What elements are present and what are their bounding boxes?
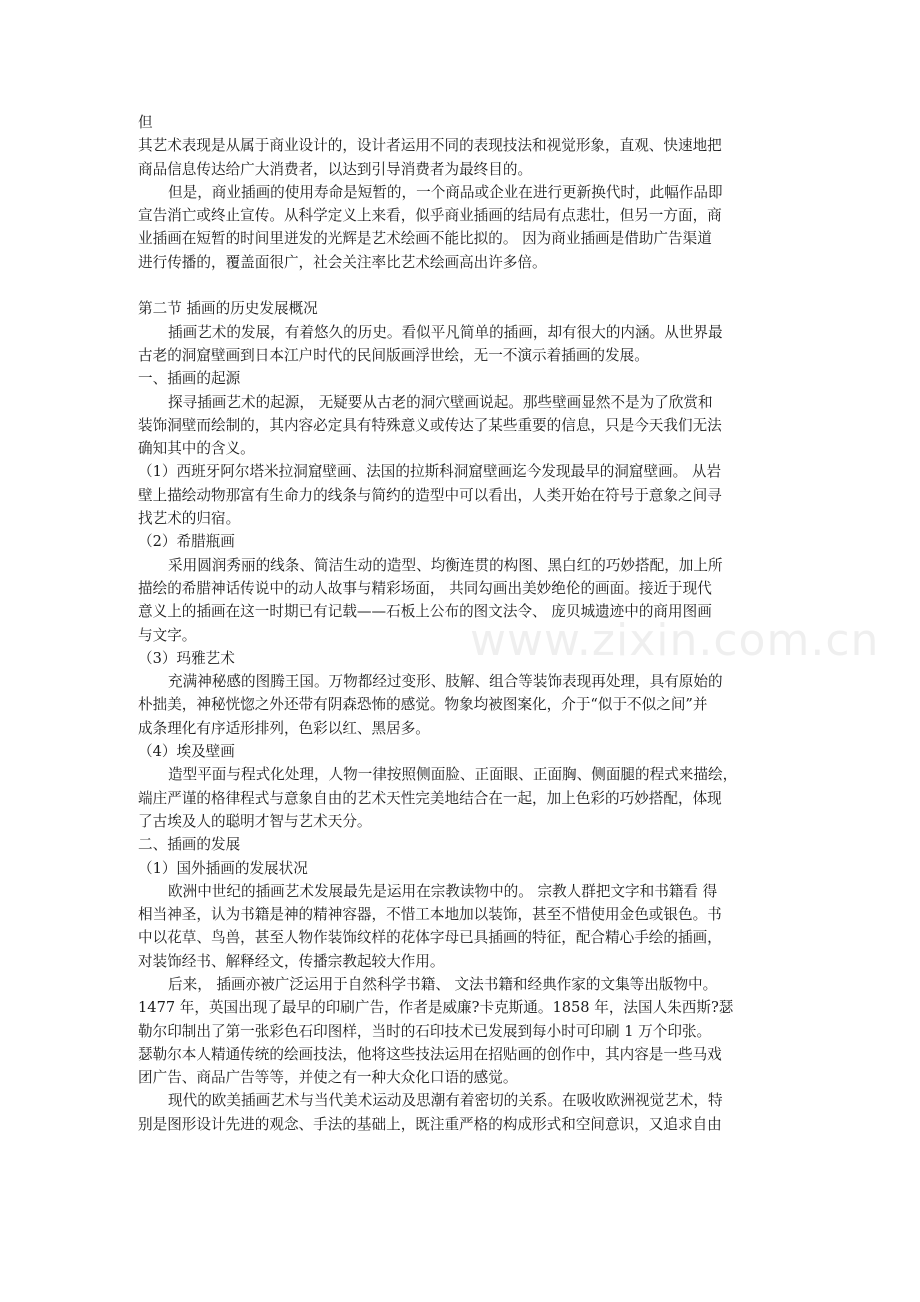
text-line: 中以花草、鸟兽，甚至人物作装饰纹样的花体字母已具插画的特征，配合精心手绘的插画， (138, 929, 722, 947)
text-line: 与文字。 (138, 626, 197, 644)
watermark: www.zixin.com.cn (470, 615, 880, 666)
text-line: 一、插画的起源 (138, 370, 241, 388)
text-line: 别是图形设计先进的观念、手法的基础上，既注重严格的构成形式和空间意识，又追求自由 (138, 1115, 722, 1133)
text-line: 业插画在短暂的时间里迸发的光辉是艺术绘画不能比拟的。 因为商业插画是借助广告渠道 (138, 230, 712, 248)
document-page (138, 111, 783, 1136)
text-line: 进行传播的，覆盖面很广，社会关注率比艺术绘画高出许多倍。 (138, 253, 547, 271)
text-line: （4）埃及壁画 (138, 743, 235, 761)
text-line: 1477 年，英国出现了最早的印刷广告，作者是威廉?卡克斯通。1858 年，法国人朱西斯?瑟 (138, 999, 734, 1017)
text-line: 采用圆润秀丽的线条、简洁生动的造型、均衡连贯的构图、黑白红的巧妙搭配，加上所 (168, 556, 723, 574)
text-line: 欧洲中世纪的插画艺术发展最先是运用在宗教读物中的。 宗教人群把文字和书籍看 得 (168, 882, 718, 900)
text-line: 描绘的希腊神话传说中的动人故事与精彩场面， 共同勾画出美妙绝伦的画面。接近于现代 (138, 579, 712, 597)
text-line: 相当神圣，认为书籍是神的精神容器，不惜工本地加以装饰，甚至不惜使用金色或银色。书 (138, 906, 722, 924)
text-line: 充满神秘感的图腾王国。万物都经过变形、肢解、组合等装饰表现再处理，具有原始的 (168, 673, 723, 691)
text-line: 勒尔印制出了第一张彩色石印图样，当时的石印技术已发展到每小时可印刷 1 万个印张。 (138, 1022, 712, 1040)
blank-line (138, 274, 783, 297)
text-line: 端庄严谨的格律程式与意象自由的艺术天性完美地结合在一起，加上色彩的巧妙搭配，体现 (138, 789, 722, 807)
text-line: 后来， 插画亦被广泛运用于自然科学书籍、 文法书籍和经典作家的文集等出版物中。 (168, 975, 718, 993)
text-line: 商品信息传达给广大消费者，以达到引导消费者为最终目的。 (138, 160, 533, 178)
text-line: 瑟勒尔本人精通传统的绘画技法，他将这些技法运用在招贴画的创作中，其内容是一些马戏 (138, 1045, 722, 1063)
text-line: 现代的欧美插画艺术与当代美术运动及思潮有着密切的关系。在吸收欧洲视觉艺术，特 (168, 1092, 723, 1110)
text-line: 成条理化有序适形排列，色彩以红、黑居多。 (138, 719, 430, 737)
text-line: 意义上的插画在这一时期已有记载——石板上公布的图文法令、 庞贝城遗迹中的商用图画 (138, 603, 712, 621)
text-line: 团广告、商品广告等等，并使之有一种大众化口语的感觉。 (138, 1069, 518, 1087)
text-line: 其艺术表现是从属于商业设计的，设计者运用不同的表现技法和视觉形象，直观、快速地把 (138, 137, 722, 155)
text-line: 对装饰经书、解释经文，传播宗教起较大作用。 (138, 952, 445, 970)
text-line: 装饰洞壁而绘制的，其内容必定具有特殊意义或传达了某些重要的信息，只是今天我们无法 (138, 416, 722, 434)
text-line: 二、插画的发展 (138, 836, 241, 854)
text-line: （1）国外插画的发展状况 (138, 859, 308, 877)
text-line: （2）希腊瓶画 (138, 533, 235, 551)
text-line: 但是，商业插画的使用寿命是短暂的，一个商品或企业在进行更新换代时，此幅作品即 (168, 183, 723, 201)
text-line: 但 (138, 114, 153, 131)
text-line: 了古埃及人的聪明才智与艺术天分。 (138, 812, 372, 830)
text-line: （1）西班牙阿尔塔米拉洞窟壁画、法国的拉斯科洞窟壁画迄今发现最早的洞窟壁画。 从岩 (138, 463, 722, 481)
text-line: 确知其中的含义。 (138, 440, 255, 458)
text-line: 第二节 插画的历史发展概况 (138, 300, 318, 318)
text-line: 造型平面与程式化处理，人物一律按照侧面脸、正面眼、正面胸、侧面腿的程式来描绘， (168, 766, 738, 784)
text-line: 探寻插画艺术的起源， 无疑要从古老的洞穴壁画说起。那些壁画显然不是为了欣赏和 (168, 393, 713, 411)
text-line: 插画艺术的发展，有着悠久的历史。看似平凡简单的插画，却有很大的内涵。从世界最 (168, 323, 723, 341)
text-line: 壁上描绘动物那富有生命力的线条与简约的造型中可以看出，人类开始在符号于意象之间寻 (138, 486, 722, 504)
text-line: （3）玛雅艺术 (138, 649, 235, 667)
text-line: 找艺术的归宿。 (138, 510, 241, 528)
text-line: 古老的洞窟壁画到日本江户时代的民间版画浮世绘，无一不演示着插画的发展。 (138, 346, 649, 364)
text-line: 朴拙美，神秘恍惚之外还带有阴森恐怖的感觉。物象均被图案化，介于“似于不似之间”并 (138, 696, 708, 714)
text-line: 宣告消亡或终止宣传。从科学定义上来看，似乎商业插画的结局有点悲壮，但另一方面，商 (138, 207, 722, 225)
